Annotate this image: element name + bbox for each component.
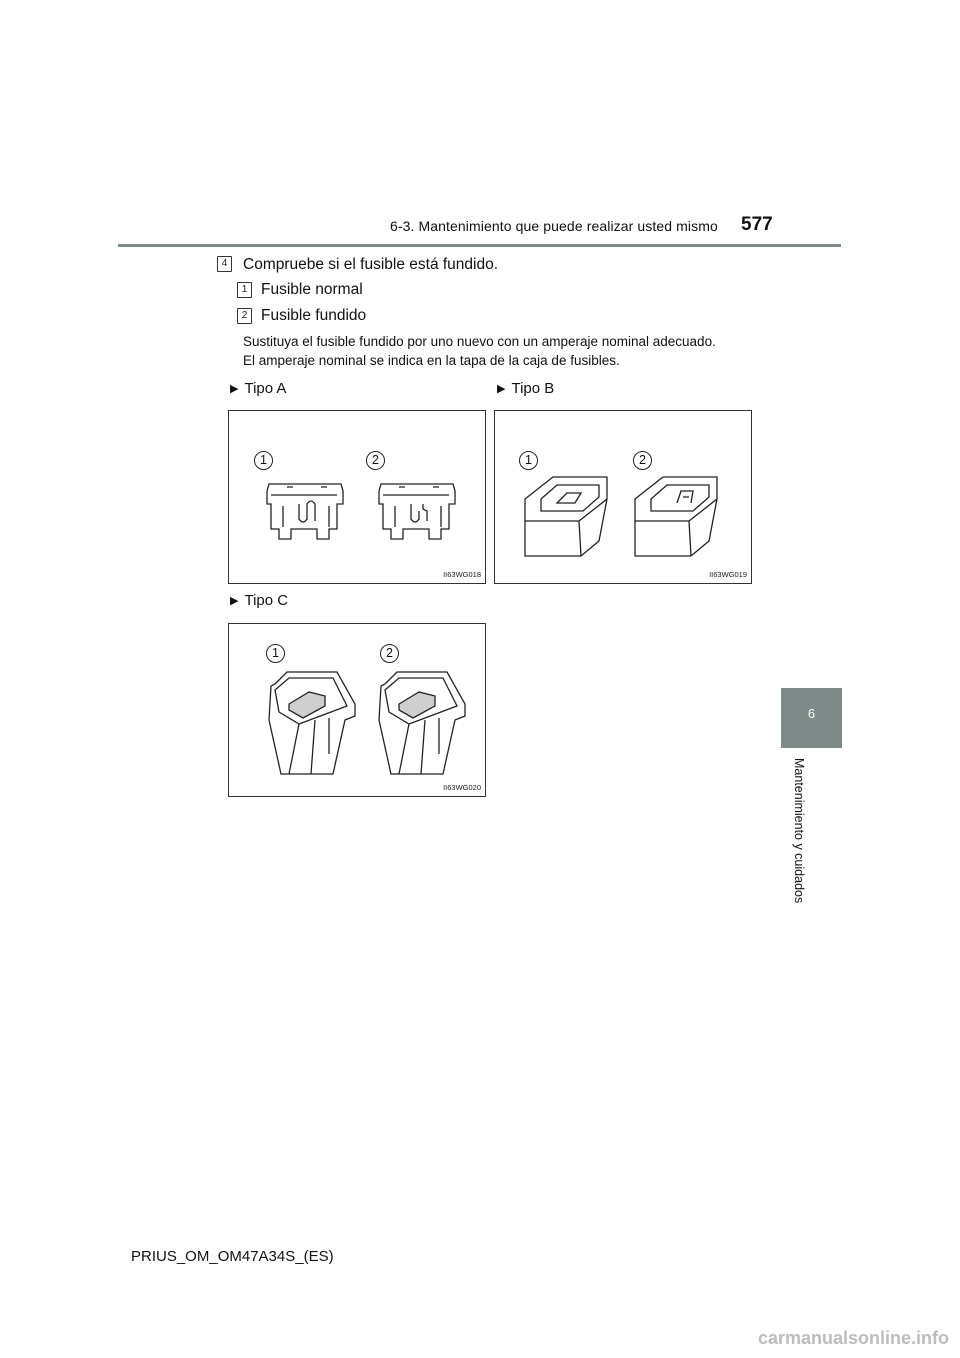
figure-type-b [494, 410, 752, 584]
triangle-bullet-icon: ▶ [230, 383, 239, 395]
type-c-label: ▶ Tipo C [230, 592, 289, 609]
figure-type-c [228, 623, 486, 797]
item-text-2: Fusible fundido [261, 307, 367, 324]
figure-code: II63WG020 [443, 783, 481, 792]
watermark: carmanualsonline.info [758, 1328, 950, 1348]
fuse-type-b-illustration [495, 411, 751, 583]
callout-1: 1 [254, 451, 273, 470]
chapter-number: 6 [807, 706, 816, 721]
step-text: Compruebe si el fusible está fundido. [243, 256, 499, 273]
callout-1: 1 [519, 451, 538, 470]
note-line-1: Sustituya el fusible fundido por uno nuevo con un amperaje nominal adecuado. [243, 334, 716, 349]
header-divider [118, 244, 841, 247]
note-line-2: El amperaje nominal se indica en la tapa de la caja de fusibles. [243, 353, 620, 368]
item-badge-1: 1 [237, 282, 252, 298]
callout-2: 2 [366, 451, 385, 470]
fuse-type-a-illustration [229, 411, 485, 583]
document-id: PRIUS_OM_OM47A34S_(ES) [131, 1248, 334, 1265]
triangle-bullet-icon: ▶ [230, 595, 239, 607]
figure-code: II63WG019 [709, 570, 747, 579]
item-badge-2: 2 [237, 308, 252, 324]
type-b-label: ▶ Tipo B [497, 380, 555, 397]
callout-1: 1 [266, 644, 285, 663]
step-badge: 4 [217, 256, 232, 272]
figure-code: II63WG018 [443, 570, 481, 579]
triangle-bullet-icon: ▶ [497, 383, 506, 395]
chapter-tab [781, 688, 842, 748]
callout-2: 2 [633, 451, 652, 470]
callout-2: 2 [380, 644, 399, 663]
page-number: 577 [741, 214, 773, 235]
type-a-label: ▶ Tipo A [230, 380, 287, 397]
chapter-label: Mantenimiento y cuidados [792, 758, 806, 904]
item-text-1: Fusible normal [261, 281, 363, 298]
header-section-title: 6-3. Mantenimiento que puede realizar usted mismo [390, 218, 718, 234]
figure-type-a [228, 410, 486, 584]
